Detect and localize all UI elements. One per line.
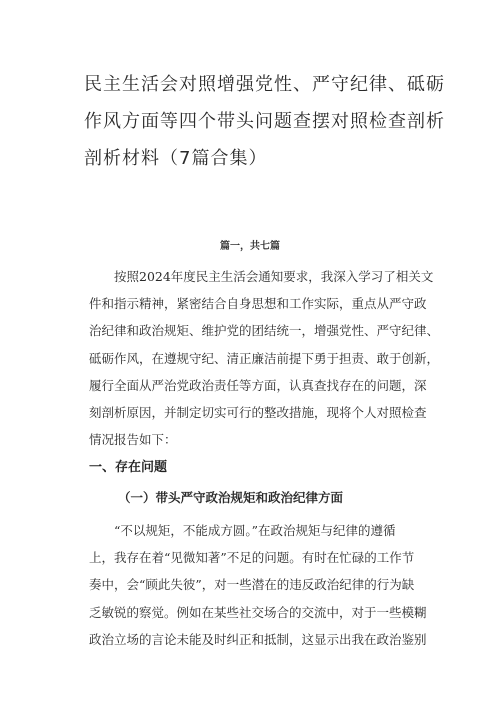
text-line: 情况报告如下： bbox=[89, 432, 177, 448]
body-paragraph bbox=[89, 517, 435, 653]
text-line: “不以规矩，不能成方圆。”在政治规矩与纪律的遵循 bbox=[89, 523, 396, 538]
text-line: 按照2024年度民主生活会通知要求，我深入学习了相关文 bbox=[89, 269, 434, 284]
document-title bbox=[84, 66, 445, 177]
text-line: 奏中，会“顾此失彼”，对一些潜在的违反政治纪律的行为缺 bbox=[89, 577, 415, 593]
text-line: 刻剖析原因，并制定切实可行的整改措施，现将个人对照检查 bbox=[89, 405, 427, 421]
heading-level-1: 一、存在问题 bbox=[89, 460, 168, 475]
section-label: 篇一，共七篇 bbox=[220, 241, 280, 252]
title-line: 民主生活会对照增强党性、严守纪律、砥砺 bbox=[84, 74, 445, 95]
intro-paragraph bbox=[89, 263, 440, 453]
text-line: 件和指示精神，紧密结合自身思想和工作实际，重点从严守政 bbox=[89, 296, 427, 312]
text-line: 砥砺作风，在遵规守纪、清正廉洁前提下勇于担责、敢于创新， bbox=[89, 350, 440, 366]
text-line: 履行全面从严治党政治责任等方面，认真查找存在的问题，深 bbox=[89, 377, 427, 393]
text-line: 乏敏锐的察觉。例如在某些社交场合的交流中，对于一些模糊 bbox=[89, 604, 427, 620]
title-line: 作风方面等四个带头问题查摆对照检查剖析 bbox=[84, 111, 445, 132]
text-line: 政治立场的言论未能及时纠正和抵制，这显示出我在政治鉴别 bbox=[89, 631, 427, 647]
title-line: 剖析材料（7篇合集） bbox=[84, 148, 268, 169]
text-line: 治纪律和政治规矩、维护党的团结统一，增强党性、严守纪律、 bbox=[89, 323, 440, 339]
heading-level-2: （一）带头严守政治规矩和政治纪律方面 bbox=[118, 490, 344, 505]
text-line: 上，我存在着“见微知著”不足的问题。有时在忙碌的工作节 bbox=[89, 550, 415, 566]
